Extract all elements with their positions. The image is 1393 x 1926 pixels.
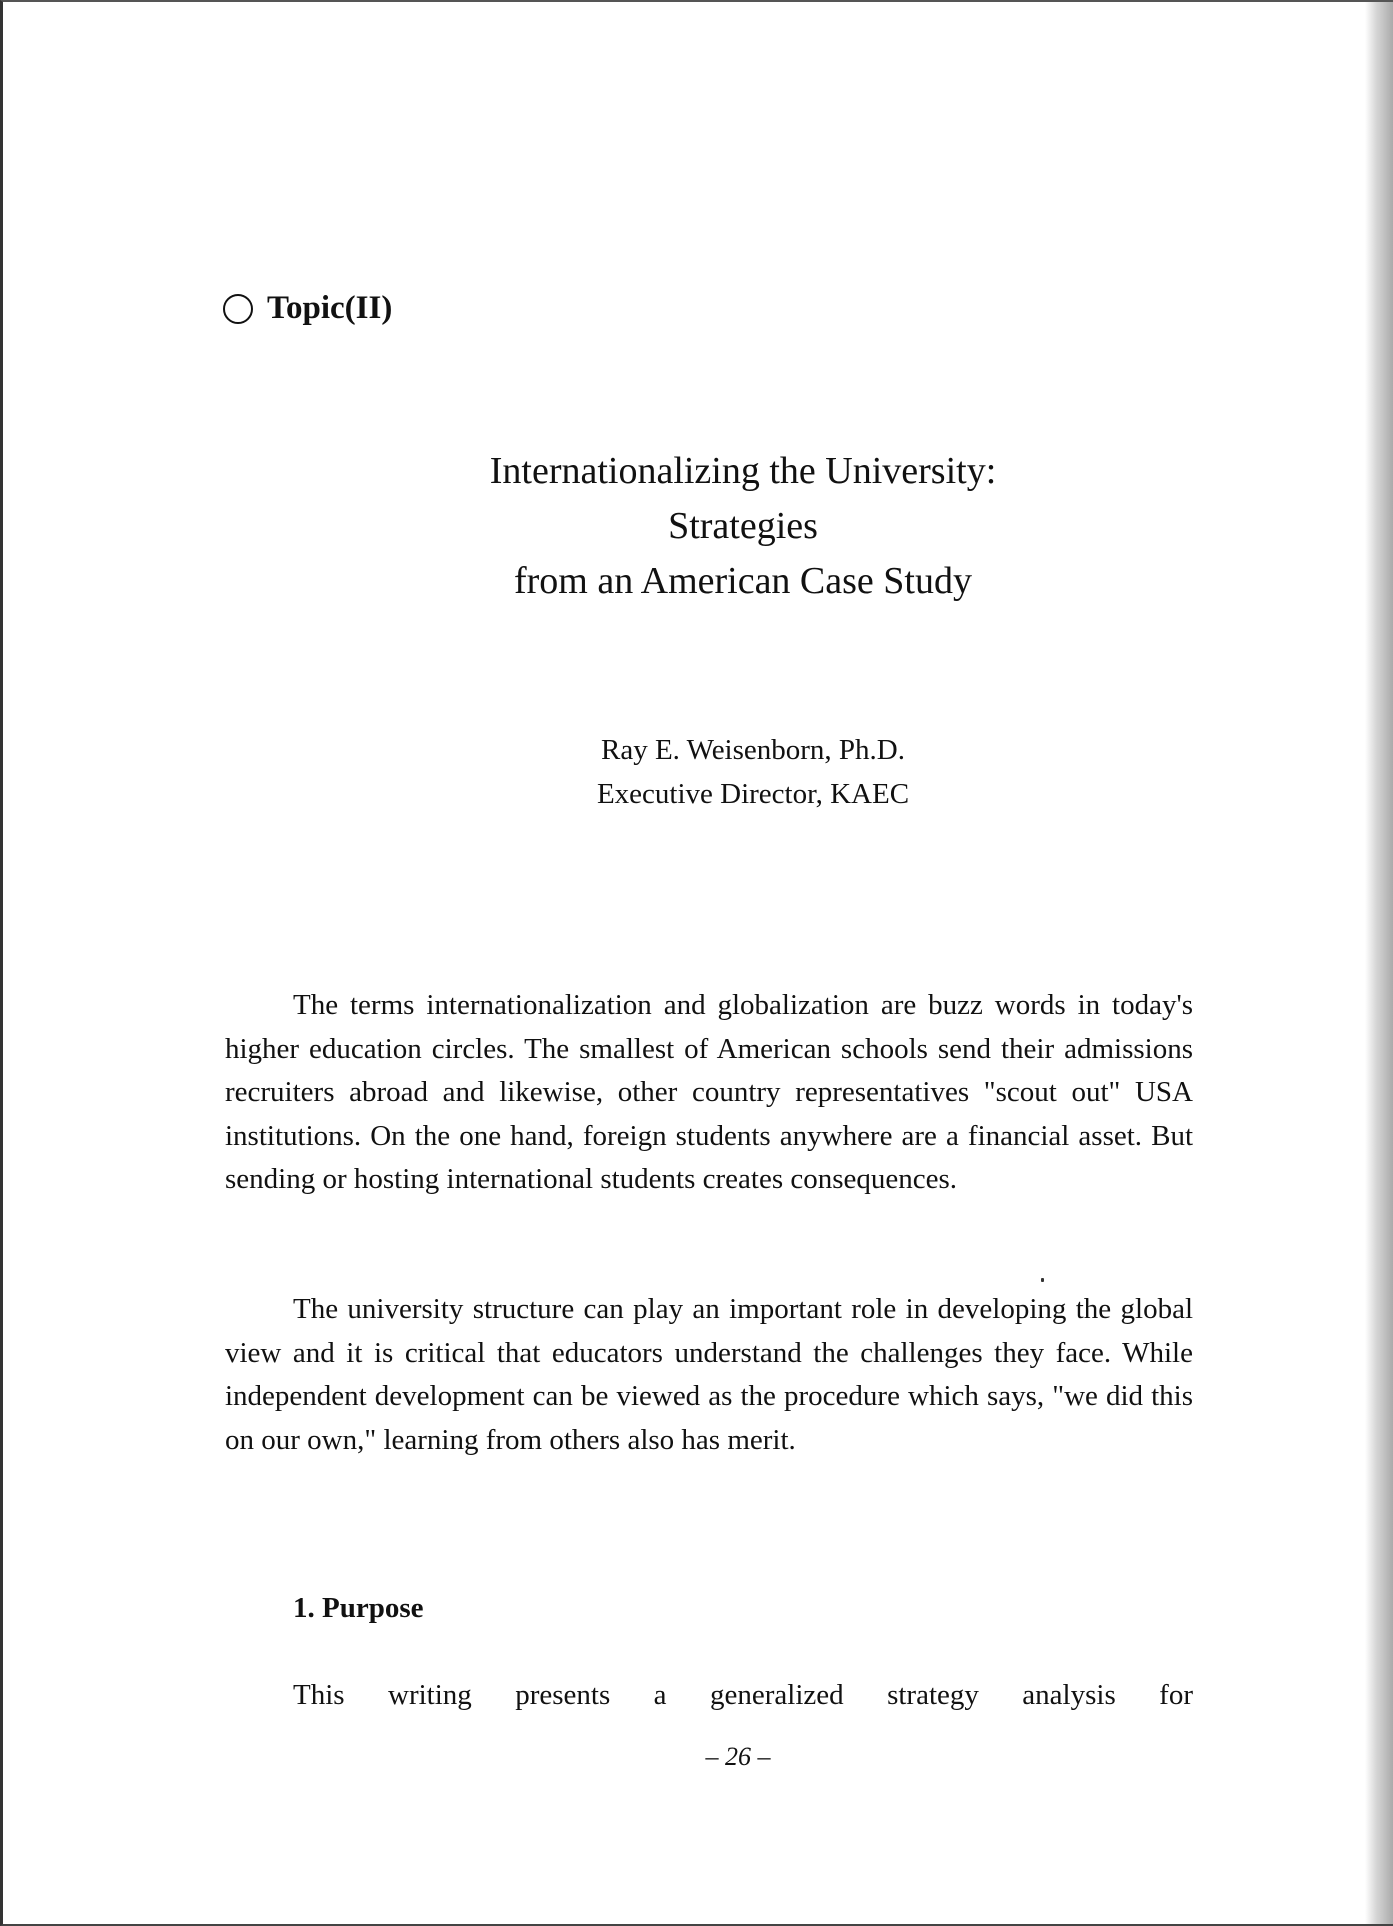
title-line-3: from an American Case Study	[513, 560, 972, 602]
author-position: Executive Director, KAEC	[596, 778, 910, 810]
section-heading: 1. Purpose	[293, 1592, 424, 1624]
document-title	[343, 444, 1143, 609]
body-paragraph: The university structure can play an important role in developing the global view and it is critical that educators understand the challenges they face. While independent development can be viewed as the procedure which says, "we did this on our own," learning from others also has merit.	[225, 1293, 1193, 1456]
title-line-1: Internationalizing the University:	[489, 450, 997, 492]
topic-label: Topic(II)	[267, 290, 393, 326]
scan-speck	[1041, 1278, 1044, 1282]
author-block	[403, 728, 1103, 816]
page-edge-shadow	[1365, 2, 1393, 1924]
body-paragraph: The terms internationalization and globalization are buzz words in today's higher education circles. The smallest of American schools send their admissions recruiters abroad and likewise, other country representatives "scout out" USA institutions. On the one hand, foreign students anywhere are a financial asset. But sending or hosting international students creates consequences.	[225, 989, 1193, 1195]
page-number: – 26 –	[705, 1742, 771, 1771]
title-line-2: Strategies	[668, 505, 818, 547]
circle-bullet-icon	[223, 294, 253, 324]
topic-heading	[223, 290, 392, 327]
author-name: Ray E. Weisenborn, Ph.D.	[600, 734, 906, 766]
section-paragraph: This writing presents a generalized strategy analysis for	[293, 1679, 1193, 1711]
